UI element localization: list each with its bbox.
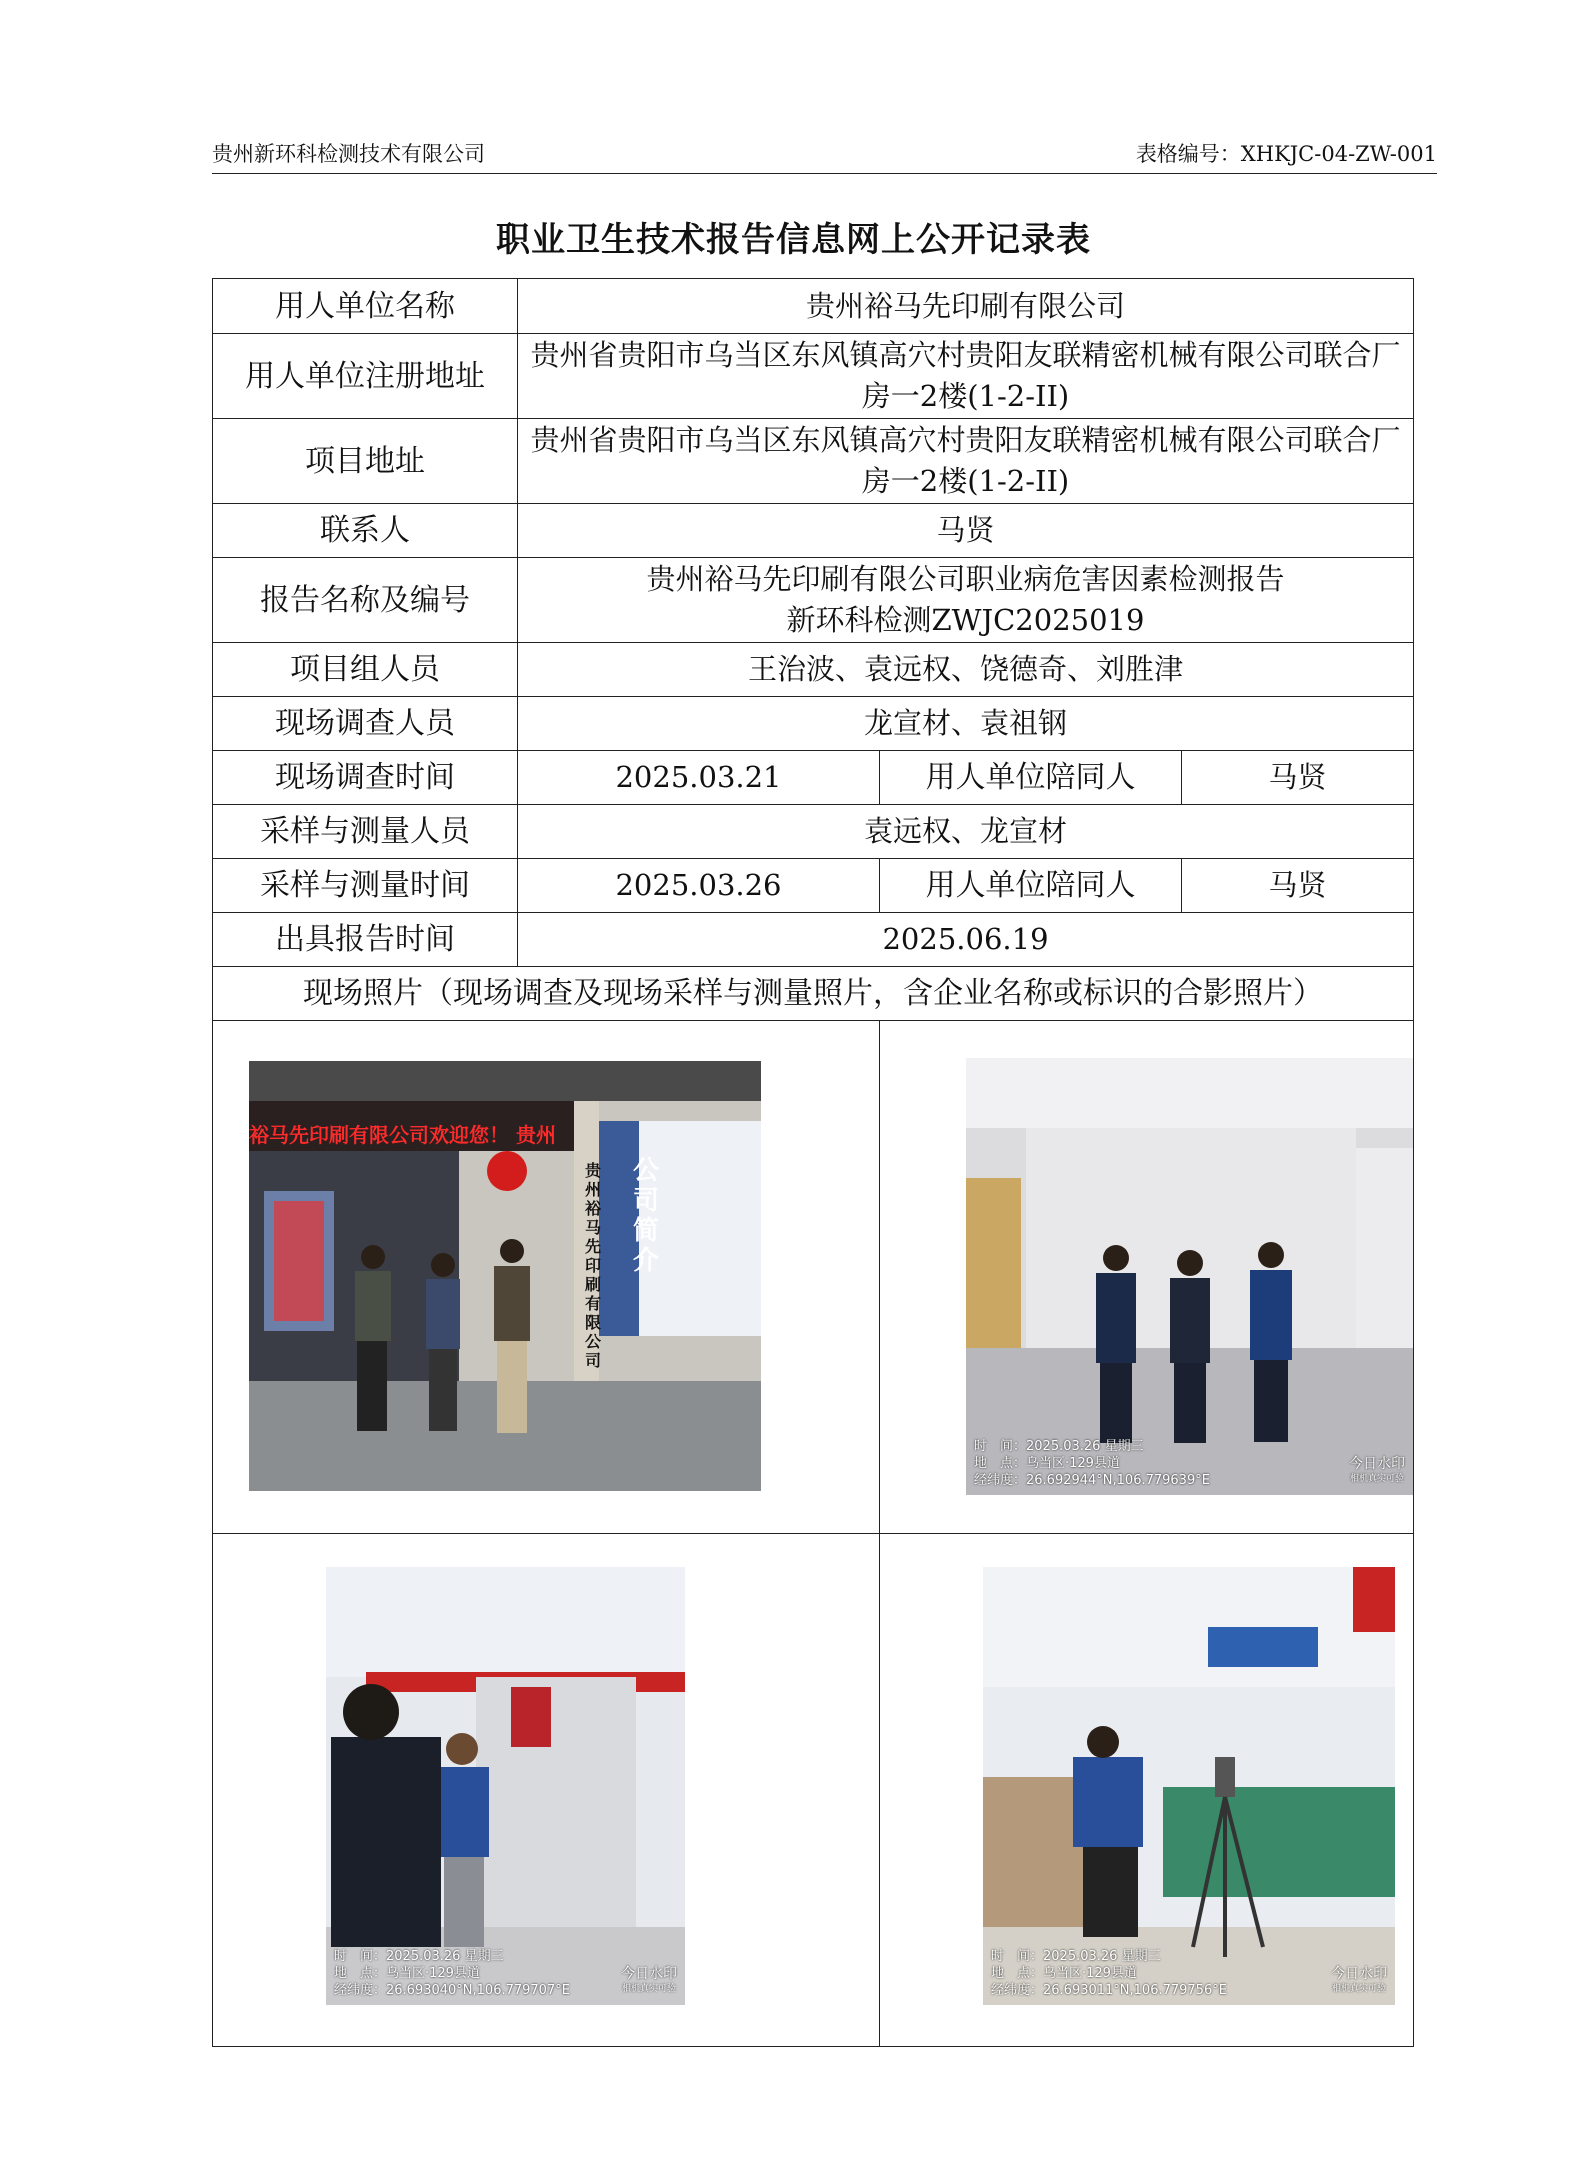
- watermark-place: 地 点：乌当区·129县道: [974, 1456, 1120, 1471]
- row-contact: [213, 504, 1414, 558]
- record-table: [212, 278, 1414, 2047]
- watermark-time: 时 间：2025.03.26 星期三: [991, 1949, 1161, 1964]
- page-title: 职业卫生技术报告信息网上公开记录表: [496, 220, 1091, 260]
- photo-cell-3: [213, 1534, 880, 2047]
- row-report: [213, 558, 1414, 643]
- label-sampling-staff: 采样与测量人员: [213, 805, 518, 859]
- label-survey-staff: 现场调查人员: [213, 697, 518, 751]
- photo-watermark-info: [991, 1948, 1227, 1999]
- label-employer-name: 用人单位名称: [213, 279, 518, 334]
- value-employer-address: 贵州省贵阳市乌当区东风镇高穴村贵阳友联精密机械有限公司联合厂房一2楼(1-2-II): [518, 334, 1414, 419]
- photo-cell-4: [880, 1534, 1414, 2047]
- value-report: [518, 558, 1414, 643]
- watermark-logo-text: 今日水印: [621, 1966, 677, 1982]
- photo-lobby: [966, 1058, 1413, 1495]
- row-issue-time: [213, 913, 1414, 967]
- watermark-coord: 经纬度：26.692944°N,106.779639°E: [974, 1473, 1210, 1488]
- watermark-logo: [1349, 1457, 1405, 1487]
- row-project-address: [213, 419, 1414, 504]
- row-survey-time: [213, 751, 1414, 805]
- photo-cell-1: [213, 1021, 880, 1534]
- photo-cell-2: [880, 1021, 1414, 1534]
- label-employer-address: 用人单位注册地址: [213, 334, 518, 419]
- row-photos-heading: [213, 967, 1414, 1021]
- header-divider: [212, 173, 1437, 174]
- company-name: 贵州新环科检测技术有限公司: [212, 142, 485, 166]
- value-issue-time: 2025.06.19: [518, 913, 1414, 967]
- value-contact: 马贤: [518, 504, 1414, 558]
- value-survey-time: 2025.03.21: [518, 751, 880, 805]
- label-survey-time: 现场调查时间: [213, 751, 518, 805]
- watermark-time: 时 间：2025.03.26 星期三: [334, 1949, 504, 1964]
- watermark-coord: 经纬度：26.693040°N,106.779707°E: [334, 1983, 570, 1998]
- label-team: 项目组人员: [213, 643, 518, 697]
- photo-banner-text: 裕马先印刷有限公司欢迎您！ 贵州: [249, 1123, 556, 1147]
- label-survey-escort: 用人单位陪同人: [880, 751, 1182, 805]
- photo-watermark-info: [974, 1438, 1210, 1489]
- value-sampling-staff: 袁远权、龙宣材: [518, 805, 1414, 859]
- watermark-logo-sub: 相机真实可验: [1331, 1984, 1386, 1994]
- watermark-logo-text: 今日水印: [1331, 1966, 1387, 1982]
- report-number: 新环科检测ZWJC2025019: [786, 603, 1145, 637]
- value-survey-escort: 马贤: [1182, 751, 1414, 805]
- watermark-time: 时 间：2025.03.26 星期三: [974, 1439, 1144, 1454]
- row-sampling-time: [213, 859, 1414, 913]
- photos-heading: 现场照片（现场调查及现场采样与测量照片，含企业名称或标识的合影照片）: [213, 967, 1414, 1021]
- value-employer-name: 贵州裕马先印刷有限公司: [518, 279, 1414, 334]
- watermark-logo-sub: 相机真实可验: [1349, 1474, 1404, 1484]
- photo-storefront: [249, 1061, 761, 1491]
- report-name: 贵州裕马先印刷有限公司职业病危害因素检测报告: [646, 562, 1285, 596]
- row-employer-address: [213, 334, 1414, 419]
- label-sampling-escort: 用人单位陪同人: [880, 859, 1182, 913]
- value-survey-staff: 龙宣材、袁祖钢: [518, 697, 1414, 751]
- watermark-logo: [1331, 1967, 1387, 1997]
- label-report: 报告名称及编号: [213, 558, 518, 643]
- row-photos-2: [213, 1534, 1414, 2047]
- row-team: [213, 643, 1414, 697]
- photo-board-text: 公司简介: [632, 1156, 659, 1276]
- label-issue-time: 出具报告时间: [213, 913, 518, 967]
- photo-watermark-info: [334, 1948, 570, 1999]
- value-team: 王治波、袁远权、饶德奇、刘胜津: [518, 643, 1414, 697]
- row-photos-1: [213, 1021, 1414, 1534]
- watermark-logo-text: 今日水印: [1349, 1456, 1405, 1472]
- watermark-logo: [621, 1967, 677, 1997]
- watermark-place: 地 点：乌当区·129县道: [991, 1966, 1137, 1981]
- label-contact: 联系人: [213, 504, 518, 558]
- form-number: 表格编号：XHKJC-04-ZW-001: [1135, 142, 1437, 166]
- watermark-coord: 经纬度：26.693011°N,106.779756°E: [991, 1983, 1227, 1998]
- row-survey-staff: [213, 697, 1414, 751]
- photo-sign-text: 贵州裕马先印刷有限公司: [584, 1161, 601, 1370]
- value-project-address: 贵州省贵阳市乌当区东风镇高穴村贵阳友联精密机械有限公司联合厂房一2楼(1-2-II): [518, 419, 1414, 504]
- row-employer-name: [213, 279, 1414, 334]
- value-sampling-time: 2025.03.26: [518, 859, 880, 913]
- photo-sampling-machine: [326, 1567, 685, 2005]
- watermark-place: 地 点：乌当区·129县道: [334, 1966, 480, 1981]
- value-sampling-escort: 马贤: [1182, 859, 1414, 913]
- label-sampling-time: 采样与测量时间: [213, 859, 518, 913]
- photo-sampling-instrument: [983, 1567, 1395, 2005]
- label-project-address: 项目地址: [213, 419, 518, 504]
- watermark-logo-sub: 相机真实可验: [621, 1984, 676, 1994]
- row-sampling-staff: [213, 805, 1414, 859]
